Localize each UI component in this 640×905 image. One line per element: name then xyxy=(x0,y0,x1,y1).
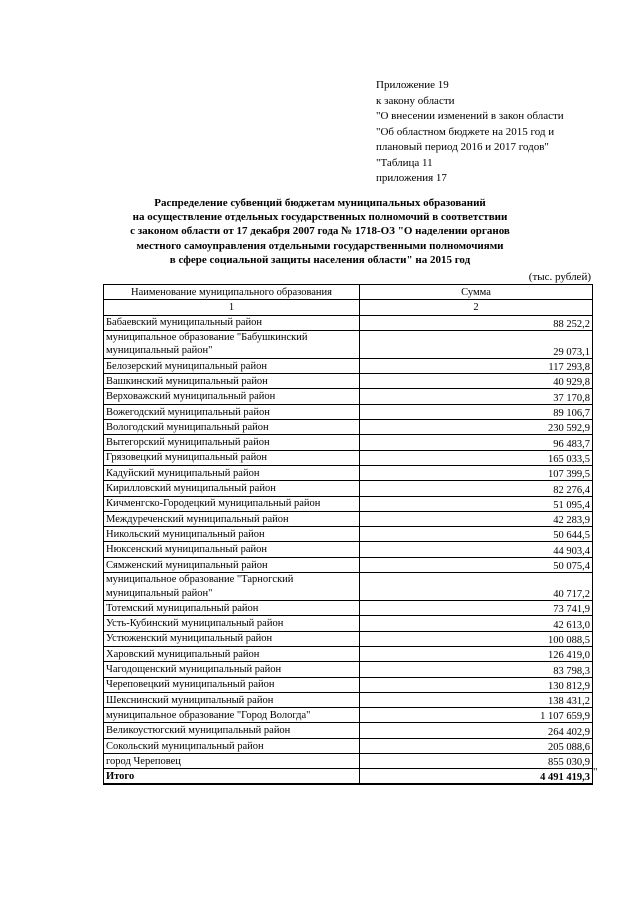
title-line: на осуществление отдельных государственных полномочий в соответствии xyxy=(132,211,508,224)
row-name: город Череповец xyxy=(104,754,360,769)
row-value: 855 030,9 xyxy=(360,754,593,769)
table-row xyxy=(104,527,593,542)
closing-quote: " xyxy=(593,766,598,778)
row-name: Вологодский муниципальный район xyxy=(104,420,360,435)
title-line: в сфере социальной защиты населения области" на 2015 год xyxy=(169,253,471,266)
header-sum: Сумма xyxy=(360,285,593,300)
header-name: Наименование муниципального образования xyxy=(104,285,360,300)
table-row xyxy=(104,646,593,661)
row-name: муниципальное образование "Город Вологда" xyxy=(104,708,360,723)
table-row xyxy=(104,404,593,419)
row-value: 73 741,9 xyxy=(360,601,593,616)
table-row xyxy=(104,601,593,616)
table-row xyxy=(104,723,593,738)
table-row xyxy=(104,435,593,450)
table-row xyxy=(104,557,593,572)
row-value: 100 088,5 xyxy=(360,631,593,646)
row-value: 42 613,0 xyxy=(360,616,593,631)
subvention-table xyxy=(103,284,593,785)
appendix-line: приложения 17 xyxy=(376,172,447,184)
row-name: Харовский муниципальный район xyxy=(104,646,360,661)
table-row xyxy=(104,420,593,435)
table-row xyxy=(104,481,593,496)
row-value: 130 812,9 xyxy=(360,677,593,692)
table-row xyxy=(104,496,593,511)
row-name: Верховажский муниципальный район xyxy=(104,389,360,404)
table-row xyxy=(104,315,593,330)
table-row xyxy=(104,330,593,358)
row-name: Кирилловский муниципальный район xyxy=(104,481,360,496)
row-name: муниципальное образование "Тарногский муниципальный район" xyxy=(104,573,360,601)
table-row xyxy=(104,662,593,677)
row-value: 50 644,5 xyxy=(360,527,593,542)
row-name: Усть-Кубинский муниципальный район xyxy=(104,616,360,631)
row-value: 44 903,4 xyxy=(360,542,593,557)
units-label: (тыс. рублей) xyxy=(528,271,591,283)
row-value: 40 717,2 xyxy=(360,573,593,601)
row-name: Кадуйский муниципальный район xyxy=(104,465,360,480)
table-row xyxy=(104,708,593,723)
row-name: Нюксенский муниципальный район xyxy=(104,542,360,557)
header-number-1: 1 xyxy=(104,300,360,315)
table-header-numbers-row xyxy=(104,300,593,315)
appendix-line: "Таблица 11 xyxy=(376,156,433,169)
row-value: 29 073,1 xyxy=(360,330,593,358)
row-name: Сокольский муниципальный район xyxy=(104,738,360,753)
row-value: 89 106,7 xyxy=(360,404,593,419)
table-row xyxy=(104,450,593,465)
row-name: Череповецкий муниципальный район xyxy=(104,677,360,692)
row-name: Чагодощенский муниципальный район xyxy=(104,662,360,677)
row-value: 264 402,9 xyxy=(360,723,593,738)
table-row xyxy=(104,573,593,601)
row-name: Устюженский муниципальный район xyxy=(104,631,360,646)
row-value: 165 033,5 xyxy=(360,450,593,465)
row-value: 40 929,8 xyxy=(360,374,593,389)
table-row xyxy=(104,692,593,707)
row-value: 1 107 659,9 xyxy=(360,708,593,723)
table-row xyxy=(104,389,593,404)
row-value: 205 088,6 xyxy=(360,738,593,753)
row-name: Тотемский муниципальный район xyxy=(104,601,360,616)
appendix-line: Приложение 19 xyxy=(376,79,449,91)
title-line: с законом области от 17 декабря 2007 года № 1718-ОЗ "О наделении органов xyxy=(130,225,510,238)
row-value: 126 419,0 xyxy=(360,646,593,661)
row-value: 51 095,4 xyxy=(360,496,593,511)
title-line: Распределение субвенций бюджетам муниципальных образований xyxy=(154,197,486,209)
table-row xyxy=(104,677,593,692)
appendix-line: к закону области xyxy=(376,94,455,107)
document-title xyxy=(100,196,540,267)
row-value: 117 293,8 xyxy=(360,358,593,373)
table-row xyxy=(104,542,593,557)
table-row xyxy=(104,465,593,480)
row-value: 138 431,2 xyxy=(360,692,593,707)
row-value: 82 276,4 xyxy=(360,481,593,496)
table-row xyxy=(104,374,593,389)
header-number-2: 2 xyxy=(360,300,593,315)
row-value: 50 075,4 xyxy=(360,557,593,572)
table-row xyxy=(104,616,593,631)
row-name: Грязовецкий муниципальный район xyxy=(104,450,360,465)
row-name: Кичменгско-Городецкий муниципальный район xyxy=(104,496,360,511)
total-row xyxy=(104,769,593,784)
appendix-line: "О внесении изменений в закон области xyxy=(376,110,564,122)
table-row xyxy=(104,358,593,373)
row-name: Сямженский муниципальный район xyxy=(104,557,360,572)
row-value: 230 592,9 xyxy=(360,420,593,435)
row-name: Междуреченский муниципальный район xyxy=(104,511,360,526)
table-row xyxy=(104,754,593,769)
row-value: 37 170,8 xyxy=(360,389,593,404)
row-name: Вытегорский муниципальный район xyxy=(104,435,360,450)
row-name: Великоустюгский муниципальный район xyxy=(104,723,360,738)
table-row xyxy=(104,631,593,646)
appendix-header xyxy=(376,78,564,187)
table-row xyxy=(104,738,593,753)
table-row xyxy=(104,511,593,526)
appendix-line: "Об областном бюджете на 2015 год и xyxy=(376,125,555,138)
row-name: Белозерский муниципальный район xyxy=(104,358,360,373)
table-header-row xyxy=(104,285,593,300)
row-name: Вашкинский муниципальный район xyxy=(104,374,360,389)
row-value: 96 483,7 xyxy=(360,435,593,450)
total-label: Итого xyxy=(104,769,360,784)
row-name: Бабаевский муниципальный район xyxy=(104,315,360,330)
row-name: Шекснинский муниципальный район xyxy=(104,692,360,707)
row-value: 107 399,5 xyxy=(360,465,593,480)
total-value: 4 491 419,3 xyxy=(360,769,593,784)
title-line: местного самоуправления отдельными государственными полномочиями xyxy=(136,239,504,252)
row-name: Вожегодский муниципальный район xyxy=(104,404,360,419)
row-name: муниципальное образование "Бабушкинский муниципальный район" xyxy=(104,330,360,358)
row-name: Никольский муниципальный район xyxy=(104,527,360,542)
row-value: 42 283,9 xyxy=(360,511,593,526)
row-value: 88 252,2 xyxy=(360,315,593,330)
appendix-line: плановый период 2016 и 2017 годов" xyxy=(376,141,549,153)
row-value: 83 798,3 xyxy=(360,662,593,677)
